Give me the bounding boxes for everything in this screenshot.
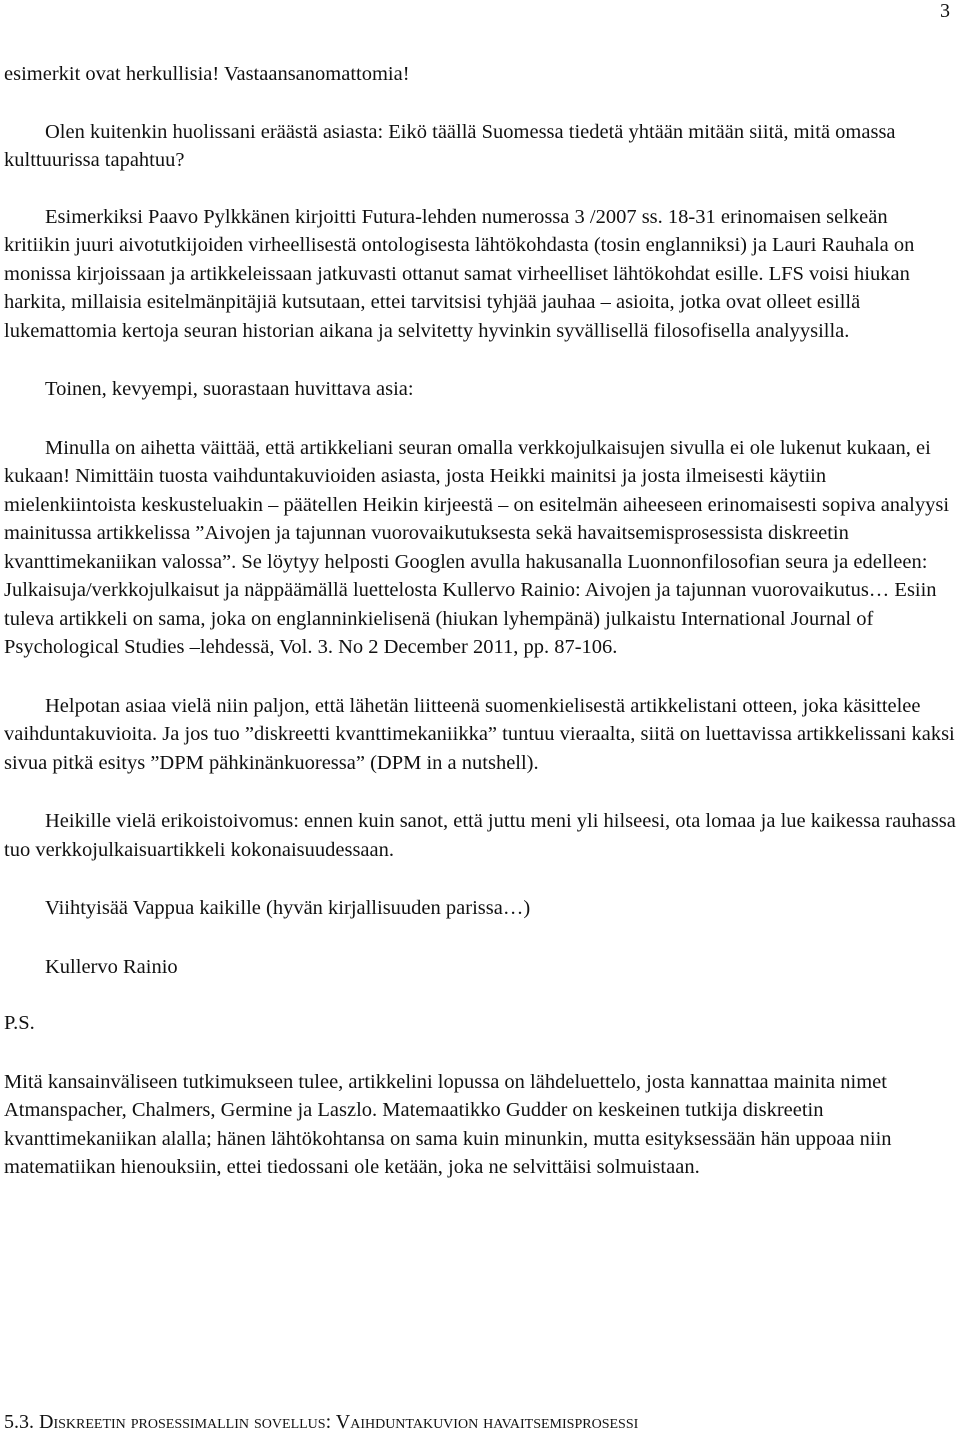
- document-body: [4, 60, 956, 1182]
- page-number: 3: [940, 0, 950, 22]
- paragraph-concern: Olen kuitenkin huolissani eräästä asiasta: Eikö täällä Suomessa tiedetä yhtään mitään siitä, mitä omassa kulttuurissa tapahtuu?: [4, 120, 896, 171]
- paragraph-example-criticism: Esimerkiksi Paavo Pylkkänen kirjoitti Futura-lehden numerossa 3 /2007 ss. 18-31 erinomaisen selkeän kritiikin juuri aivotutkijoiden virheellisestä ontologisesta lähtökohdasta (tosin englanniksi) ja Lauri Rauhala on monissa kirjoissaan ja artikkeleissaan jatkuvasti ottanut samat virheelliset lähtökohdat esille. LFS voisi hiukan harkita, millaisia esitelmänpitäjiä kutsutaan, ettei tarvitsisi tyhjää jauhaa – asioita, jotka ovat olleet esillä lukemattomia kertoja seuran historian aikana ja selvitetty hyvinkin syvällisellä filosofisella analyysilla.: [4, 205, 915, 342]
- paragraph-postscript: Mitä kansainväliseen tutkimukseen tulee, artikkelini lopussa on lähdeluettelo, josta kannattaa mainita nimet Atmanspacher, Chalmers, Germine ja Laszlo. Matemaatikko Gudder on keskeinen tutkija diskreetin kvanttimekaniikan alalla; hänen lähtökohtansa on sama kuin minunkin, mutta esityksessään hän uppoaa niin matematiikan hienouksiin, ettei tiedossani ole ketään, joka ne selvittäisi solmuistaan.: [4, 1070, 892, 1178]
- closing-greeting: Viihtyisää Vappua kaikille (hyvän kirjallisuuden parissa…): [45, 897, 531, 919]
- paragraph-intro-line: esimerkit ovat herkullisia! Vastaansanomattomia!: [4, 63, 410, 85]
- section-number: 5.3.: [4, 1411, 34, 1433]
- section-heading: [4, 1410, 638, 1434]
- paragraph-second-matter: Toinen, kevyempi, suorastaan huvittava asia:: [45, 378, 414, 400]
- paragraph-article-unread: Minulla on aihetta väittää, että artikkeliani seuran omalla verkkojulkaisujen sivulla ei ole lukenut kukaan, ei kukaan! Nimittäin tuosta vaihduntakuvioiden asiasta, josta Heikki mainitsi ja josta ilmeisesti käytiin mielenkiintoista keskusteluakin – päätellen Heikin kirjeestä – on esitelmän aiheeseen erinomaisesti sopiva analyysi mainitussa artikkelissa ”Aivojen ja tajunnan vuorovaikutuksesta sekä havaitsemisprosessista diskreetin kvanttimekaniikan valossa”. Se löytyy helposti Googlen avulla hakusanalla Luonnonfilosofian seura ja edelleen: Julkaisuja/verkkojulkaisut ja näppäämällä luettelosta Kullervo Rainio: Aivojen ja tajunnan vuorovaikutus… Esiin tuleva artikkeli on sama, joka on englanninkielisenä (hiukan lyhempänä) julkaistu International Journal of Psychological Studies –lehdessä, Vol. 3. No 2 December 2011, pp. 87-106.: [4, 436, 950, 658]
- paragraph-attachment: Helpotan asiaa vielä niin paljon, että lähetän liitteenä suomenkielisestä artikkelistani otteen, joka käsittelee vaihduntakuvioita. Ja jos tuo ”diskreetti kvanttimekaniikka” tuntuu vieraalta, siitä on luettavissa artikkelissani kaksi sivua pitkä esitys ”DPM pähkinänkuoressa” (DPM in a nutshell).: [4, 694, 955, 774]
- postscript-label: P.S.: [4, 1012, 35, 1034]
- section-title: Diskreetin prosessimallin sovellus: Vaihduntakuvion havaitsemisprosessi: [39, 1411, 639, 1433]
- paragraph-special-wish: Heikille vielä erikoistoivomus: ennen kuin sanot, että juttu meni yli hilseesi, ota lomaa ja lue kaikessa rauhassa tuo verkkojulkaisuartikkeli kokonaisuudessaan.: [4, 810, 956, 861]
- signature: Kullervo Rainio: [45, 955, 178, 978]
